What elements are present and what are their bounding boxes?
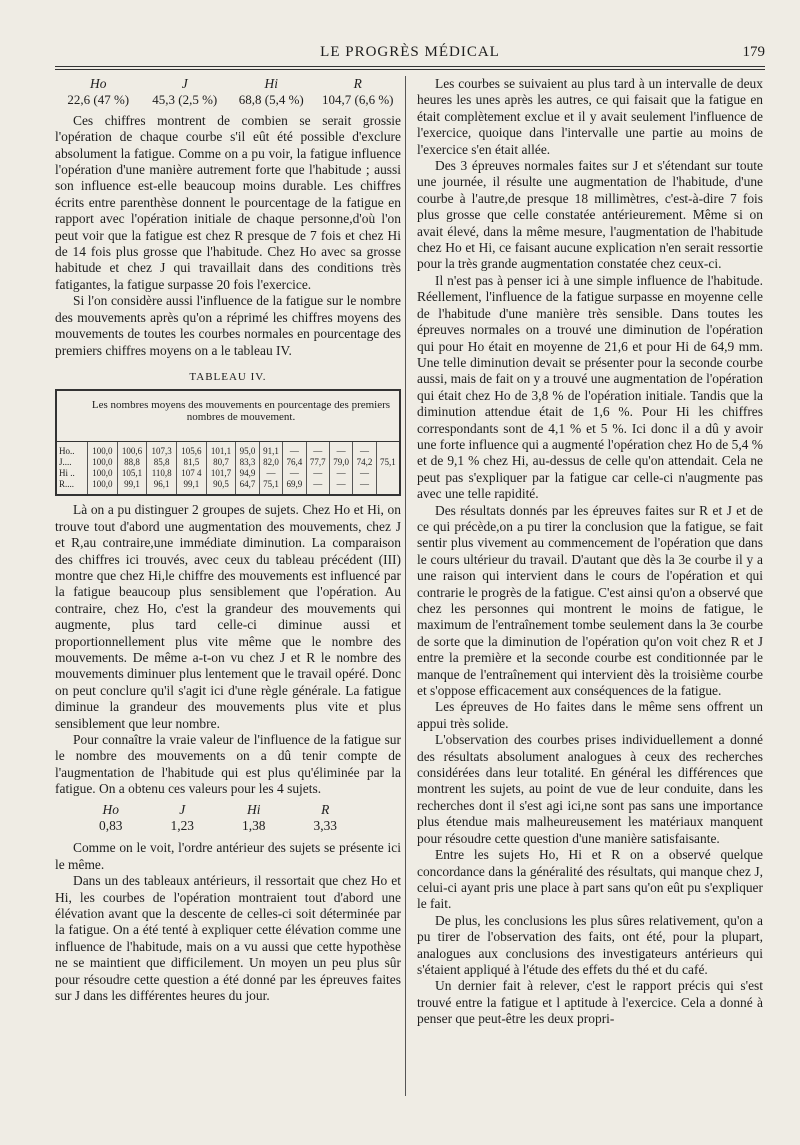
value-cell: 1,38: [241, 818, 266, 834]
paragraph: Des 3 épreuves normales faites sur J et s'étendant sur toute une journée, il résulte une augmentation de l'habitude, d'une courbe à l'autre,de presque 18 millimètres, c'est-à-dire 7 fois plus grosse que celle constatée antérieurement. Même si on avait élevé, dans la même mesure, l'augmentation de l'habitude chez Ho et Hi, ce faisant aucune explication n'en serait ressortie pour la très grande augmentation constatée chez ceux-ci.: [417, 158, 763, 272]
value-name: Hi: [247, 801, 261, 817]
paragraph: Des résultats donnés par les épreuves faites sur R et J et de ce qui précède,on a pu tirer la conclusion que la fatigue, se fait sentir plus vivement au commencement de l'opération que dans le cours ultérieur du travail. D'autant que dès la 3e courbe il y a une raison qui intervient dans le cours de l'opération et qui contrarie le progrès de la fatigue. C'est ainsi qu'on a observé que chez les personnes qui montrent le moins de fatigue, le maximum de l'entraînement tombe seulement dans la 3e courbe de sorte que la diminution de l'opération qu'on voit chez R et J entre la première et la seconde courbe est conditionnée par le manque de l'entraînement qui intervient dès la troisième courbe et s'oppose efficacement aux conséquences de la fatigue.: [417, 502, 763, 699]
table-cell: 90,5: [206, 479, 236, 494]
column-divider: [405, 76, 406, 1096]
page-header: [55, 44, 765, 66]
table-cell: 100,0: [88, 457, 118, 468]
table-cell: —: [259, 468, 282, 479]
header-rule: [55, 66, 765, 67]
table-cell: 110,8: [147, 468, 177, 479]
table-row: [57, 457, 399, 468]
table-cell: 107,3: [147, 442, 177, 457]
table-cell: 99,1: [117, 479, 147, 494]
table-row: [57, 468, 399, 479]
table-header: Les nombres moyens des mouvements en pourcentage des premiers nombres de mouvement.: [57, 391, 399, 442]
table-cell: 75,1: [259, 479, 282, 494]
value-cell: 1,23: [170, 818, 194, 834]
table-cell: 69,9: [283, 479, 306, 494]
paragraph: L'observation des courbes prises individuellement a donné des résultats absolument analogues à ceux des recherches considérées dans leur totalité. En général les différences que montrent les sujets, au point de vue de leur conduite, dans les recherches dont il s'est agi ici,ne sont pas sans une importance plus étendue mais malheureusement les matériaux manquent pour résoudre cette question d'une manière satisfaisante.: [417, 732, 763, 846]
table-cell: 83,3: [236, 457, 259, 468]
table-cell: 77,7: [306, 457, 329, 468]
value-name: J: [181, 76, 188, 91]
table-cell: 80,7: [206, 457, 236, 468]
table-cell: 105,1: [117, 468, 147, 479]
journal-title: LE PROGRÈS MÉDICAL: [320, 44, 500, 60]
value-cell: 68,8 (5,4 %): [238, 92, 304, 108]
table-cell: —: [283, 468, 306, 479]
table-cell: 100,0: [88, 479, 118, 494]
table-cell: 99,1: [177, 479, 207, 494]
table-cell: 101,7: [206, 468, 236, 479]
top-values-names: [55, 76, 401, 92]
table-cell: 100,6: [117, 442, 147, 457]
paragraph: Les épreuves de Ho faites dans le même sens offrent un appui très solide.: [417, 699, 763, 731]
value-name: Ho: [102, 801, 119, 817]
value-cell: 45,3 (2,5 %): [152, 92, 218, 108]
table-cell: 100,0: [88, 442, 118, 457]
table-cell: —: [329, 479, 352, 494]
table-cell: 105,6: [177, 442, 207, 457]
paragraph: De plus, les conclusions les plus sûres relativement, qu'on a pu tirer de l'observation des faits, ont été, pour la plupart, analogues aux conclusions des investigateurs antérieurs qui s'étaient appliqué à l'étude des effets du thé et du café.: [417, 912, 763, 977]
table-cell: 96,1: [147, 479, 177, 494]
table-cell: 81,5: [177, 457, 207, 468]
row-label: Ho..: [59, 446, 75, 457]
table-cell: 85,8: [147, 457, 177, 468]
paragraph: Les courbes se suivaient au plus tard à un intervalle de deux heures les unes après les autres, ce qui faisait que la fatigue en était complètement exclue et il y avait seulement l'influence de l'exercice, quoique dans l'intervalle une partie au moins de l'exercice s'en était allée.: [417, 76, 763, 157]
value-cell: 3,33: [313, 818, 337, 834]
value-name: R: [353, 76, 362, 91]
paragraph: Entre les sujets Ho, Hi et R on a observé quelque concordance dans la généralité des résultats, qui manque chez J, celui-ci ayant pris une place à part sans qu'on eût pu s'expliquer le fait.: [417, 847, 763, 912]
table-cell: —: [353, 479, 376, 494]
table-cell: —: [306, 468, 329, 479]
table-row: [57, 479, 399, 494]
table-body: [57, 442, 399, 494]
table-cell: 95,0: [236, 442, 259, 457]
row-label: Hi ..: [59, 468, 75, 479]
right-column: [417, 76, 763, 1028]
paragraph: Un dernier fait à relever, c'est le rapport précis qui s'est trouvé entre la fatigue et l aptitude à l'exercice. Cela a donné à penser que peut-être les deux propri-: [417, 978, 763, 1027]
paragraph: Là on a pu distinguer 2 groupes de sujets. Chez Ho et Hi, on trouve tout d'abord une augmentation des mouvements, chez J et R,au contraire,une immédiate diminution. La comparaison des chiffres ici trouvés, avec ceux du tableau précédent (III) montre que chez Hi,le chiffre des mouvements est influencé par la fatigue beaucoup plus sensiblement que l'opération. Au contraire, chez Ho, c'est la grandeur des mouvements qui augmente, plus tard celle-ci diminue aussi et proportionnellement plus vite même que le nombre des mouvements. De même a-t-on vu chez J et R le nombre des mouvements diminuer plus lentement que le travail opéré. Donc on peut conclure qu'il s'agit ici d'une règle générale. La fatigue diminue la grandeur des mouvements plus vite et plus sensiblement que leur nombre.: [55, 502, 401, 731]
bottom-values-names: [75, 802, 361, 818]
paragraph: Si l'on considère aussi l'influence de la fatigue sur le nombre des mouvements après qu'on a réprimé les chiffres moyens des mouvements de toutes les courbes normales en pourcentage des premiers chiffres moyens on a le tableau IV.: [55, 293, 401, 358]
data-table: [55, 389, 401, 496]
row-label: R....: [59, 479, 75, 490]
table-cell: —: [283, 442, 306, 457]
top-values-row: [55, 92, 401, 108]
value-name: R: [321, 801, 330, 817]
paragraph: Ces chiffres montrent de combien se serait grossie l'opération de chaque courbe s'il eût été possible d'exclure absolument la fatigue. Comme on a pu voir, la fatigue influence l'opération d'une manière autrement forte que l'habitude ; aussi son influence est-elle beaucoup moins durable. Les chiffres écrits entre parenthèse donnent le pourcentage de la fatigue en rapport avec l'opération initiale de chaque personne,d'où l'on peut voir que la fatigue est chez R presque de 7 fois et chez Hi de 14 fois plus grosse que l'habitude. Chez Ho avec sa grosse habitude et chez J qui travaillait dans des conditions très fatigantes, la fatigue surpasse 20 fois l'exercice.: [55, 112, 401, 292]
table-cell: 94,9: [236, 468, 259, 479]
table-cell: [376, 442, 399, 457]
value-name: Hi: [264, 76, 278, 91]
table-cell: —: [329, 468, 352, 479]
table-cell: 100,0: [88, 468, 118, 479]
table-cell: 64,7: [236, 479, 259, 494]
value-name: J: [179, 801, 186, 817]
table-cell: 82,0: [259, 457, 282, 468]
table-cell: —: [353, 468, 376, 479]
table-caption: TABLEAU IV.: [189, 370, 267, 383]
paragraph: Dans un des tableaux antérieurs, il ressortait que chez Ho et Hi, les courbes de l'opération montraient tout d'abord une élévation avant que la descente de celles-ci soit déterminée par la fatigue. On a été tenté à expliquer cette élévation comme une influence de l'habitude, mais on a vu aussi que cette hypothèse ne se maintient que difficilement. Un moyen un peu plus sûr pour résoudre cette question a été donné par les épreuves faites sur J dans les différentes heures du jour.: [55, 873, 401, 1004]
table-cell: 88,8: [117, 457, 147, 468]
paragraph: Pour connaître la vraie valeur de l'influence de la fatigue sur le nombre des mouvements on a dû tenir compte de l'augmentation de l'habitude qui est plus qu'éliminée par la fatigue. On a obtenu ces valeurs pour les 4 sujets.: [55, 732, 401, 797]
table-row: [57, 442, 399, 457]
table-cell: 79,0: [329, 457, 352, 468]
bottom-values-row: [75, 818, 361, 834]
row-label: J....: [59, 457, 72, 468]
table-cell: —: [329, 442, 352, 457]
value-cell: 104,7 (6,6 %): [322, 92, 394, 108]
table-cell: 101,1: [206, 442, 236, 457]
table-cell: 107 4: [177, 468, 207, 479]
value-cell: 0,83: [98, 818, 123, 834]
header-rule-thin: [55, 69, 765, 70]
table-cell: —: [353, 442, 376, 457]
page-number: 179: [742, 44, 765, 60]
table-cell: 74,2: [353, 457, 376, 468]
paragraph: Comme on le voit, l'ordre antérieur des sujets se présente ici le même.: [55, 840, 401, 872]
paragraph: Il n'est pas à penser ici à une simple influence de l'habitude. Réellement, l'influence de la fatigue surpasse en moyenne celle de l'habitude d'une manière très sensible. Dans toutes les épreuves normales on a trouvé une diminution de l'opération qui pour Ho était en moyenne de 21,6 et pour Hi de 64,9 mm. Une telle diminution devait se présenter pour la seconde courbe aussi, mais de fait on y a trouvé une augmentation de l'opération qui était chez Ho de 3,8 % de l'opération initiale. Tandis que la diminution attendue était de 1,6 %. Pour Hi les chiffres correspondants sont de 4,1 % et 5 %. Ici donc il a dû y avoir une forte influence qui a augmenté l'opération chez Ho de 5,4 % et de 9,1 % chez Hi, au-dessus de celle qu'on attendait. Cela ne peut pas s'expliquer par la fatigue car celle-ci n'augmente pas avec une telle rapidité.: [417, 272, 763, 502]
table-cell: —: [306, 479, 329, 494]
table-cell: 75,1: [376, 457, 399, 468]
left-column: [55, 76, 401, 1005]
table-cell: [376, 468, 399, 479]
table-cell: —: [306, 442, 329, 457]
table-cell: [376, 479, 399, 494]
value-cell: 22,6 (47 %): [67, 92, 130, 108]
table-cell: 76,4: [283, 457, 306, 468]
table-cell: 91,1: [259, 442, 282, 457]
value-name: Ho: [90, 76, 107, 91]
